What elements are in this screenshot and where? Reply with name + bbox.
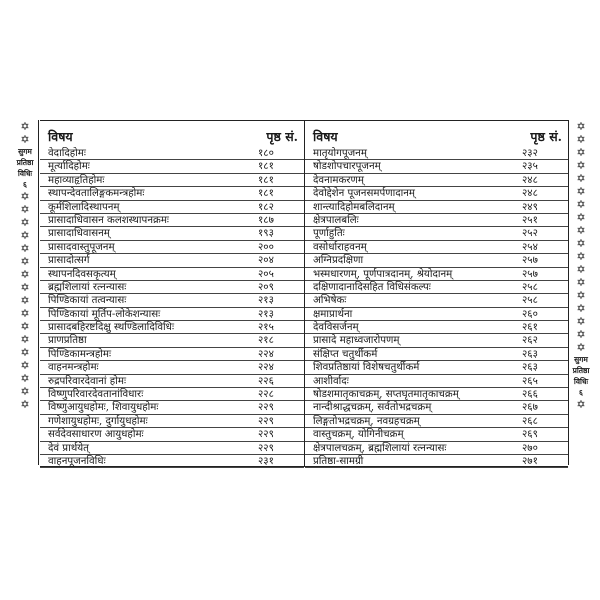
margin-label-vidhi: विधिः [17, 169, 33, 178]
left-margin-rule [38, 120, 39, 465]
index-entry [305, 455, 568, 468]
index-entry [40, 388, 304, 401]
star-icon: ✡ [20, 372, 30, 385]
index-entry [40, 187, 304, 200]
left-margin-ornaments [14, 120, 36, 465]
entry-page-number: २०० [254, 241, 304, 254]
entry-list-right [305, 147, 568, 468]
entry-page-number: २६७ [518, 401, 568, 414]
entry-topic: प्रासादाधिवासन कलशस्थापनक्रमः [40, 214, 254, 227]
star-icon: ✡ [576, 146, 586, 159]
entry-page-number: २६५ [518, 375, 568, 388]
star-icon: ✡ [20, 359, 30, 372]
margin-label-sugam: सुगम [18, 147, 32, 156]
entry-topic: भस्मधारणम्, पूर्णपात्रदानम्, श्रेयोदानम् [305, 268, 518, 281]
entry-topic: वसोर्धाराहवनम् [305, 241, 518, 254]
margin-number: ६ [579, 388, 583, 397]
star-icon: ✡ [20, 307, 30, 320]
column-header [40, 121, 304, 147]
index-entry [40, 214, 304, 227]
entry-topic: सर्वदेवसाधारण आयुधहोमः [40, 428, 254, 441]
star-icon: ✡ [20, 320, 30, 333]
index-entry [40, 201, 304, 214]
entry-topic: प्रासादोत्सर्ग [40, 254, 254, 267]
entry-topic: कूर्मशिलादिस्थापनम् [40, 201, 254, 214]
index-entry [40, 428, 304, 441]
entry-page-number: २६८ [518, 415, 568, 428]
entry-topic: पिण्डिकायां मूर्तिप-लोकेशन्यासः [40, 308, 254, 321]
index-entry [305, 348, 568, 361]
entry-page-number: २१३ [254, 308, 304, 321]
margin-label-pratishtha: प्रतिष्ठा [16, 158, 34, 167]
entry-page-number: २१८ [254, 334, 304, 347]
index-entry [40, 147, 304, 160]
star-icon: ✡ [20, 385, 30, 398]
star-icon: ✡ [576, 185, 586, 198]
entry-page-number: २२९ [254, 428, 304, 441]
star-icon: ✡ [576, 276, 586, 289]
entry-topic: पूर्णाहुतिः [305, 227, 518, 240]
entry-topic: अभिषेकः [305, 294, 518, 307]
index-entry [40, 160, 304, 173]
entry-page-number: २५४ [518, 241, 568, 254]
index-entry [305, 214, 568, 227]
index-entry [305, 268, 568, 281]
entry-page-number: २०५ [254, 268, 304, 281]
star-icon: ✡ [20, 229, 30, 242]
star-icon: ✡ [576, 198, 586, 211]
entry-topic: देवनामकरणम् [305, 174, 518, 187]
star-icon: ✡ [20, 294, 30, 307]
entry-topic: आशीर्वादः [305, 375, 518, 388]
header-topic: विषय [313, 129, 338, 144]
entry-page-number: २५८ [518, 294, 568, 307]
entry-topic: देवं प्रार्थयेत् [40, 442, 254, 455]
entry-topic: स्थापन्देवतालिङ्गकमन्त्रहोमः [40, 187, 254, 200]
entry-topic: प्रासादे महाध्वजारोपणम् [305, 334, 518, 347]
index-entry [40, 308, 304, 321]
index-entry [40, 415, 304, 428]
entry-topic: प्रासादवास्तुपूजनम् [40, 241, 254, 254]
entry-topic: वाहनपूजनविधिः [40, 455, 254, 468]
index-entry [305, 428, 568, 441]
entry-topic: प्राणप्रतिष्ठा [40, 334, 254, 347]
entry-page-number: २७० [518, 442, 568, 455]
entry-page-number: २७१ [518, 455, 568, 468]
entry-page-number: २१५ [254, 321, 304, 334]
star-icon: ✡ [576, 211, 586, 224]
entry-page-number: १८० [254, 147, 304, 160]
index-entry [305, 294, 568, 307]
star-icon: ✡ [576, 328, 586, 341]
star-icon: ✡ [20, 346, 30, 359]
entry-page-number: २२४ [254, 361, 304, 374]
entry-topic: स्थापनदिवसकृत्यम् [40, 268, 254, 281]
index-entry [305, 375, 568, 388]
index-entry [305, 174, 568, 187]
margin-number: ६ [23, 180, 27, 189]
entry-page-number: २५७ [518, 254, 568, 267]
entry-topic: शान्त्यादिहोमबलिदानम् [305, 201, 518, 214]
entry-topic: गणेशायुधहोमः, दुर्गायुधहोमः [40, 415, 254, 428]
entry-page-number: २२९ [254, 415, 304, 428]
entry-page-number: २२६ [254, 375, 304, 388]
entry-topic: दक्षिणादानादिसहित विधिसंकल्पः [305, 281, 518, 294]
entry-topic: अग्निप्रदक्षिणा [305, 254, 518, 267]
star-icon: ✡ [20, 268, 30, 281]
star-icon: ✡ [576, 341, 586, 354]
entry-page-number: २६३ [518, 361, 568, 374]
star-icon: ✡ [20, 398, 30, 411]
index-entry [305, 281, 568, 294]
entry-topic: मातृयोगपूजनम् [305, 147, 518, 160]
star-icon: ✡ [576, 133, 586, 146]
entry-topic: देवविसर्जनम् [305, 321, 518, 334]
index-entry [305, 160, 568, 173]
star-icon: ✡ [20, 333, 30, 346]
index-entry [305, 442, 568, 455]
margin-label-pratishtha: प्रतिष्ठा [572, 366, 590, 375]
entry-page-number: २६९ [518, 428, 568, 441]
index-entry [305, 254, 568, 267]
entry-topic: संक्षिप्त चतुर्थीकर्म [305, 348, 518, 361]
star-icon: ✡ [20, 216, 30, 229]
index-entry [40, 455, 304, 468]
index-entry [305, 415, 568, 428]
entry-topic: पिण्डिकामन्त्रहोमः [40, 348, 254, 361]
contents-column-right [305, 121, 568, 466]
star-icon: ✡ [20, 242, 30, 255]
column-header [305, 121, 568, 147]
header-topic: विषय [48, 129, 73, 144]
entry-topic: प्रतिष्ठा-सामग्री [305, 455, 518, 468]
index-entry [40, 401, 304, 414]
star-icon: ✡ [576, 224, 586, 237]
entry-page-number: १८१ [254, 174, 304, 187]
index-entry [305, 147, 568, 160]
index-entry [40, 334, 304, 347]
entry-topic: रुद्रपरिवारदेवानां होमः [40, 375, 254, 388]
entry-page-number: १८१ [254, 160, 304, 173]
entry-page-number: १८१ [254, 187, 304, 200]
star-icon: ✡ [576, 263, 586, 276]
entry-page-number: १९३ [254, 227, 304, 240]
index-entry [305, 334, 568, 347]
entry-list-left [40, 147, 304, 468]
index-entry [305, 241, 568, 254]
margin-label-vidhi: विधिः [573, 377, 589, 386]
star-icon: ✡ [20, 120, 30, 133]
entry-topic: क्षमाप्रार्थना [305, 308, 518, 321]
entry-topic: महाव्याहृतिहोमः [40, 174, 254, 187]
entry-page-number: २४८ [518, 187, 568, 200]
entry-page-number: २६१ [518, 321, 568, 334]
entry-page-number: २५१ [518, 214, 568, 227]
entry-page-number: २६३ [518, 348, 568, 361]
index-entry [40, 254, 304, 267]
star-icon: ✡ [576, 315, 586, 328]
entry-page-number: २३१ [254, 455, 304, 468]
entry-page-number: २२९ [254, 442, 304, 455]
entry-page-number: २३२ [518, 147, 568, 160]
index-entry [305, 361, 568, 374]
entry-page-number: १८२ [254, 201, 304, 214]
star-icon: ✡ [576, 237, 586, 250]
entry-page-number: २५८ [518, 281, 568, 294]
entry-page-number: २२४ [254, 348, 304, 361]
entry-topic: लिङ्गतोभद्रचक्रम्, नवग्रहचक्रम् [305, 415, 518, 428]
entry-topic: षोडशोपचारपूजनम् [305, 160, 518, 173]
entry-page-number: २१३ [254, 294, 304, 307]
contents-column-left [40, 121, 305, 466]
index-entry [305, 401, 568, 414]
star-icon: ✡ [20, 281, 30, 294]
index-entry [40, 348, 304, 361]
entry-page-number: २५२ [518, 227, 568, 240]
index-entry [40, 361, 304, 374]
star-icon: ✡ [20, 133, 30, 146]
entry-topic: पिण्डिकायां तत्वन्यासः [40, 294, 254, 307]
index-entry [305, 227, 568, 240]
index-entry [40, 174, 304, 187]
entry-topic: ब्रह्मशिलायां रत्नन्यासः [40, 281, 254, 294]
index-entry [305, 321, 568, 334]
index-entry [40, 375, 304, 388]
entry-page-number: २६६ [518, 388, 568, 401]
entry-page-number: २०९ [254, 281, 304, 294]
contents-table [40, 120, 568, 467]
entry-page-number: २४९ [518, 201, 568, 214]
index-entry [40, 281, 304, 294]
entry-topic: मूर्त्यादिहोमः [40, 160, 254, 173]
entry-page-number: १८७ [254, 214, 304, 227]
entry-page-number: २६० [518, 308, 568, 321]
index-entry [40, 321, 304, 334]
entry-topic: विष्णुपरिवारदेवतानांविधारः [40, 388, 254, 401]
entry-topic: वास्तुचक्रम्, योगिनीचक्रम् [305, 428, 518, 441]
star-icon: ✡ [20, 255, 30, 268]
star-icon: ✡ [20, 190, 30, 203]
index-entry [40, 241, 304, 254]
entry-topic: षोडशमातृकाचक्रम्, सप्तघृतमातृकाचक्रम् [305, 388, 518, 401]
entry-topic: प्रासादबहिरष्टदिक्षु स्थण्डिलादिविधिः [40, 321, 254, 334]
index-entry [305, 201, 568, 214]
margin-label-sugam: सुगम [574, 355, 588, 364]
entry-topic: शिवप्रतिष्ठायां विशेषचतुर्थीकर्म [305, 361, 518, 374]
index-entry [40, 227, 304, 240]
entry-topic: विष्णुआयुधहोमः, शिवायुधहोमः [40, 401, 254, 414]
entry-topic: प्रासादाधिवासनम् [40, 227, 254, 240]
header-page: पृष्ठ सं. [266, 129, 298, 144]
entry-page-number: २५७ [518, 268, 568, 281]
star-icon: ✡ [576, 302, 586, 315]
entry-topic: वेदादिहोमः [40, 147, 254, 160]
entry-page-number: २६२ [518, 334, 568, 347]
entry-page-number: २२८ [254, 388, 304, 401]
index-entry [305, 187, 568, 200]
star-icon: ✡ [576, 250, 586, 263]
star-icon: ✡ [20, 203, 30, 216]
entry-topic: देवोद्देशेन पूजनसमर्पणादानम् [305, 187, 518, 200]
index-entry [305, 308, 568, 321]
right-margin-ornaments [570, 120, 592, 465]
entry-page-number: २०४ [254, 254, 304, 267]
star-icon: ✡ [576, 289, 586, 302]
entry-topic: क्षेत्रपालबलिः [305, 214, 518, 227]
star-icon: ✡ [576, 159, 586, 172]
entry-topic: वाहनमन्त्रहोमः [40, 361, 254, 374]
star-icon: ✡ [576, 398, 586, 411]
star-icon: ✡ [576, 120, 586, 133]
star-icon: ✡ [576, 172, 586, 185]
right-margin-rule [568, 120, 569, 465]
index-entry [40, 442, 304, 455]
entry-page-number: २४८ [518, 174, 568, 187]
entry-topic: क्षेत्रपालचक्रम्, ब्रह्मशिलायां रत्नन्यासः [305, 442, 518, 455]
index-entry [40, 268, 304, 281]
index-entry [305, 388, 568, 401]
entry-page-number: २३५ [518, 160, 568, 173]
header-page: पृष्ठ सं. [530, 129, 562, 144]
entry-topic: नान्दीश्राद्धचक्रम्, सर्वतोभद्रचक्रम् [305, 401, 518, 414]
index-entry [40, 294, 304, 307]
entry-page-number: २२९ [254, 401, 304, 414]
